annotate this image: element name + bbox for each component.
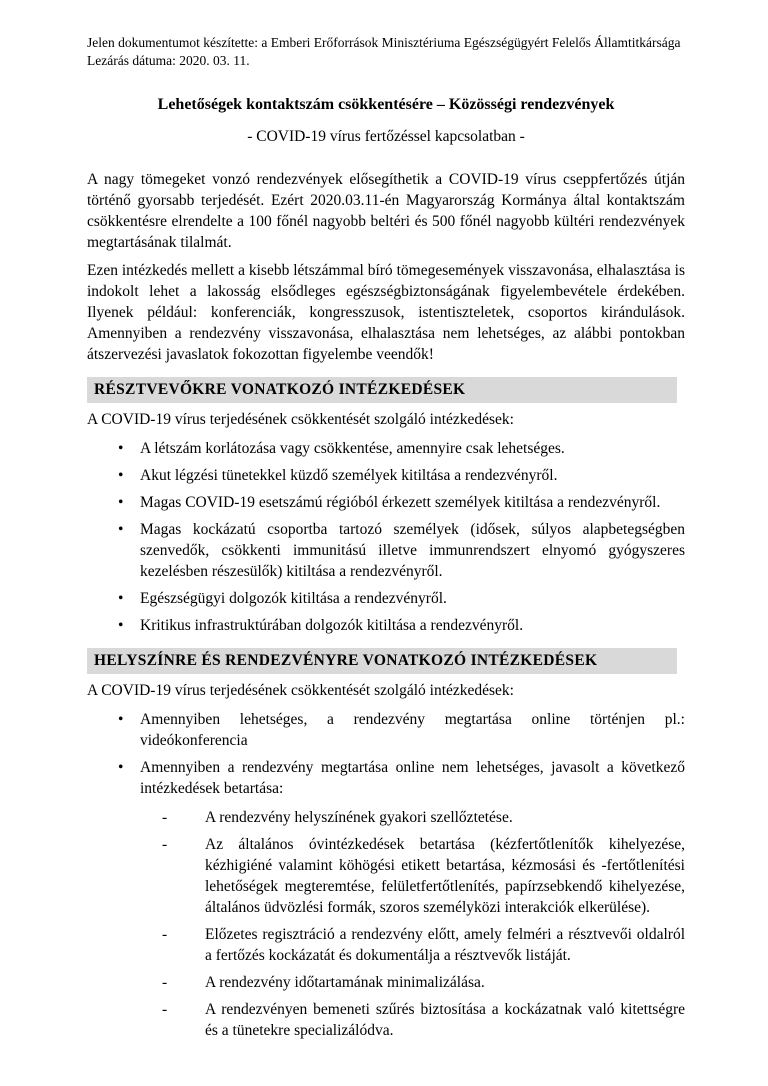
bullet-item	[87, 492, 685, 513]
bullet-icon: •	[118, 590, 124, 607]
bullet-icon: •	[118, 440, 124, 457]
dash-icon: -	[162, 926, 168, 943]
document-header	[87, 34, 685, 69]
bullet-text: Akut légzési tünetekkel küzdő személyek kitiltása a rendezvényről.	[140, 467, 558, 484]
sub-bullet-item	[87, 834, 685, 918]
doc-date-line: Lezárás dátuma: 2020. 03. 11.	[87, 52, 250, 68]
bullet-text: A létszám korlátozása vagy csökkentése, amennyire csak lehetséges.	[140, 440, 565, 457]
section-heading-participants: RÉSZTVEVŐKRE VONATKOZÓ INTÉZKEDÉSEK	[87, 377, 677, 403]
intro-paragraph-2: Ezen intézkedés mellett a kisebb létszámmal bíró tömegesemények visszavonása, elhalasztása is indokolt lehet a lakosság elsődleges egészségbiztonságának figyelembevétele érdekében. Ilyenek például: konferenciák, kongresszusok, istentiszteletek, csoportos kirándulások. Amennyiben a rendezvény visszavonása, elhalasztása nem lehetséges, az alábbi pontokban átszervezési javaslatok fokozottan figyelembe veendők!	[87, 262, 685, 363]
doc-credit-line: Jelen dokumentumot készítette: a Emberi Erőforrások Minisztériuma Egészségügyért Felelős Államtitkársága	[87, 35, 681, 50]
venue-sub-bullet-list	[87, 807, 685, 1041]
dash-icon: -	[162, 974, 168, 991]
bullet-text: Magas kockázatú csoportba tartozó személyek (idősek, súlyos alapbetegségben szenvedők, csökkenti immunitású illetve immunrendszert elnyomó gyógyszeres kezelésben részesülők) kitiltása a rendezvényről.	[140, 521, 685, 580]
bullet-item	[87, 588, 685, 609]
bullet-icon: •	[118, 521, 124, 538]
section-intro: A COVID-19 vírus terjedésének csökkentését szolgáló intézkedések:	[87, 682, 514, 699]
sub-bullet-text: Előzetes regisztráció a rendezvény előtt, amely felméri a résztvevői oldalról a fertőzés kockázatát és dokumentálja a résztvevők listáját.	[205, 926, 685, 964]
sub-bullet-text: A rendezvény helyszínének gyakori szellőztetése.	[205, 809, 513, 826]
bullet-text: Magas COVID-19 esetszámú régióból érkezett személyek kitiltása a rendezvényről.	[140, 494, 661, 511]
bullet-text: Kritikus infrastruktúrában dolgozók kitiltása a rendezvényről.	[140, 617, 524, 634]
bullet-item	[87, 757, 685, 799]
dash-icon: -	[162, 1001, 168, 1018]
bullet-icon: •	[118, 711, 124, 728]
bullet-icon: •	[118, 759, 124, 776]
sub-bullet-text: Az általános óvintézkedések betartása (kézfertőtlenítők kihelyezése, kézhigiéné valamint köhögési etikett betartása, kézmosási és -fertőtlenítési lehetőségek megteremtése, felületfertőtlenítés, papírzsebkendő kihelyezése, általános üdvözlési formák, szoros személyközi interakciók elkerülése).	[205, 836, 685, 916]
bullet-icon: •	[118, 494, 124, 511]
bullet-item	[87, 438, 685, 459]
dash-icon: -	[162, 809, 168, 826]
bullet-item	[87, 519, 685, 582]
sub-bullet-text: A rendezvényen bemeneti szűrés biztosítása a kockázatnak való kitettségre és a tünetekre specializálódva.	[205, 1001, 685, 1039]
sub-bullet-item	[87, 924, 685, 966]
sub-bullet-text: A rendezvény időtartamának minimalizálása.	[205, 974, 485, 991]
section-intro: A COVID-19 vírus terjedésének csökkentését szolgáló intézkedések:	[87, 411, 514, 428]
sub-bullet-item	[87, 972, 685, 993]
document-title: Lehetőségek kontaktszám csökkentésére – Közösségi rendezvények	[157, 96, 615, 113]
bullet-text: Amennyiben lehetséges, a rendezvény megtartása online történjen pl.: videókonferencia	[140, 711, 685, 749]
sub-bullet-item	[87, 807, 685, 828]
bullet-item	[87, 465, 685, 486]
sub-bullet-item	[87, 999, 685, 1041]
bullet-icon: •	[118, 617, 124, 634]
venue-bullet-list	[87, 709, 685, 799]
bullet-text: Egészségügyi dolgozók kitiltása a rendezvényről.	[140, 590, 447, 607]
bullet-item	[87, 709, 685, 751]
intro-paragraph-1: A nagy tömegeket vonzó rendezvények elősegíthetik a COVID-19 vírus cseppfertőzés útján történő gyorsabb terjedését. Ezért 2020.03.11-én Magyarország Kormánya által kontaktszám csökkentésre elrendelte a 100 főnél nagyobb beltéri és 500 főnél nagyobb kültéri rendezvények megtartásának tilalmát.	[87, 171, 685, 251]
dash-icon: -	[162, 836, 168, 853]
participants-bullet-list	[87, 438, 685, 636]
section-heading-venue: HELYSZÍNRE ÉS RENDEZVÉNYRE VONATKOZÓ INTÉZKEDÉSEK	[87, 648, 677, 674]
bullet-item	[87, 615, 685, 636]
bullet-text: Amennyiben a rendezvény megtartása online nem lehetséges, javasolt a következő intézkedések betartása:	[140, 759, 685, 797]
bullet-icon: •	[118, 467, 124, 484]
document-subtitle: - COVID-19 vírus fertőzéssel kapcsolatban -	[247, 128, 525, 145]
